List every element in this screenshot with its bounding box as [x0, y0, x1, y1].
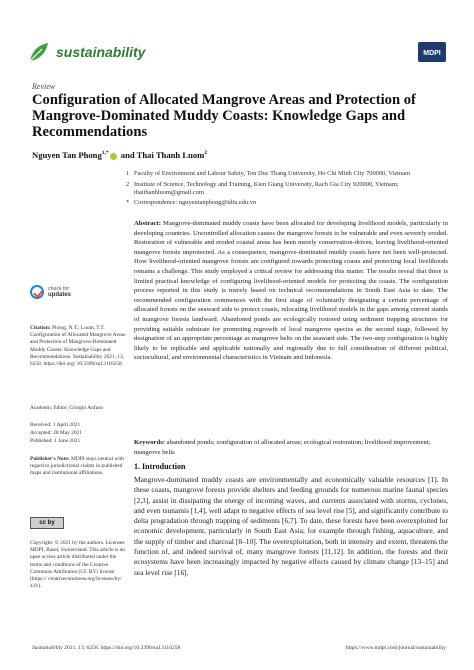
abstract-text: Mangrove-dominated muddy coasts have been allocated for developing livelihood models, particularly in developing countries. Uncontrolled allocation causes the mangrove forests to be vulnerable and even severely eroded. Restoration of vulnerable and eroded coastal areas has been merely conservation-driven, leaving livelihood-oriented mangrove forests unprotected. As a consequence, mangrove-dominated muddy coasts have not been well-protected. How livelihood-oriented mangrove forests are configured towards protecting coasts and protecting local livelihoods remains a challenge. This study employed a critical review for addressing this matter. The results reveal that there is limited practical knowledge of configuring livelihood-oriented models for protecting the coasts. The configuration process reported in this study is merely based on technical recommendations in South East Asia to date. The recommended configuration commences with the first stage of voluntarily designating a certain percentage of allocated forests on the seaward side to protect coasts, relocating livelihood models in the gaps among current stands of mangrove forests landward. Abandoned ponds are ecologically restored using sediment trapping structures for providing suitable substrate for promoting regrowth of local mangrove species as the second stage, followed by designation of an appropriate percentage as mangrove belts on the seaward side. The two-step configuration is highly likely to be replicable and applicable nationally and regionally due to full consideration of different political, sociocultural, and environmental characteristics in Vietnam and Indonesia. — [134, 220, 448, 362]
author-list — [32, 150, 442, 160]
citation-label: Citation: — [30, 325, 51, 331]
check-for-updates-badge[interactable] — [30, 281, 100, 303]
affiliation — [126, 170, 454, 178]
affiliation — [126, 181, 454, 197]
orcid-icon[interactable] — [110, 153, 117, 160]
copyright-block — [30, 540, 126, 590]
citation-text[interactable]: Phong, N.T.; Luom, T.T. Configuration of Allocated Mangrove Areas and Protection of Mangrove-Dominated Muddy Coasts: Knowledge Gaps and Recommendations. Sustainability 2021, 13, 6258. https://doi.org/ 10.3390/su13116258 — [30, 325, 126, 368]
keywords — [134, 438, 448, 457]
publisher-note-text: MDPI stays neutral with regard to jurisdictional claims in published maps and institutional affiliations. — [30, 456, 124, 477]
article-title: Configuration of Allocated Mangrove Areas and Protection of Mangrove-Dominated Muddy Coasts: Knowledge Gaps and Recommendations — [32, 92, 416, 140]
author-affiliation-mark: 2 — [204, 150, 208, 157]
footer-url[interactable]: https://www.mdpi.com/journal/sustainability — [345, 645, 446, 651]
author-name[interactable]: Nguyen Tan Phong — [32, 150, 102, 160]
publisher-note — [30, 456, 126, 478]
correspondence-text[interactable]: Correspondence: nguyentanphong@tdtu.edu.vn — [134, 199, 257, 206]
journal-logo — [28, 40, 208, 64]
author-name[interactable]: and Thai Thanh Luom — [120, 150, 205, 160]
affiliation-number: 2 — [126, 181, 130, 188]
leaf-logo-icon — [28, 41, 50, 63]
received-date: Received: 1 April 2021 — [30, 422, 81, 428]
footer-journal: Sustainability — [32, 645, 63, 651]
publisher-note-label: Publisher's Note: — [30, 456, 70, 462]
affiliation — [126, 199, 454, 207]
article-type: Review — [32, 82, 56, 91]
citation-block — [30, 325, 126, 368]
journal-name: sustainability — [56, 44, 146, 60]
abstract — [134, 219, 448, 363]
check-updates-icon — [30, 285, 44, 299]
keywords-label: Keywords: — [134, 439, 165, 446]
author-affiliation-mark: 1,* — [101, 150, 109, 157]
section-heading: 1. Introduction — [134, 462, 186, 471]
check-updates-line2: updates — [48, 292, 72, 298]
page-footer — [32, 645, 446, 651]
mdpi-logo-icon — [418, 42, 446, 62]
keywords-text: abandoned ponds; configuration of allocated areas; ecological restoration; livelihood improvement; mangrove belts — [134, 439, 431, 456]
affiliation-number: 1 — [126, 170, 130, 177]
check-updates-line1: check for — [48, 286, 70, 292]
copyright-text: Copyright: © 2021 by the authors. Licensee MDPI, Basel, Switzerland. This article is an open access article distributed under the terms and conditions of the Creative Commons Attribution (CC BY) license (https:// creativecommons.org/licenses/by/ 4.0/). — [30, 540, 125, 590]
affiliation-number: * — [126, 199, 130, 206]
cc-by-license-icon[interactable]: cc by — [30, 517, 64, 529]
accepted-date: Accepted: 28 May 2021 — [30, 430, 82, 436]
published-date: Published: 1 June 2021 — [30, 438, 81, 444]
footer-citation[interactable]: 2021, 13, 6258. https://doi.org/10.3390/su13116258 — [64, 645, 181, 651]
affiliation-text: Faculty of Environment and Labour Safety, Ton Duc Thang University, Ho Chi Minh City 700000, Vietnam — [134, 170, 410, 177]
academic-editor: Academic Editor: Giorgio Anfuso — [30, 405, 104, 411]
affiliation-text: Institute of Science, Technology and Training, Kien Giang University, Rach Gia City 920000, Vietnam; thaithanhluom@gmail.com — [134, 181, 399, 196]
svg-text:MDPI: MDPI — [423, 50, 441, 57]
abstract-label: Abstract: — [134, 220, 161, 227]
intro-paragraph: Mangrove-dominated muddy coasts are environmentally and economically valuable resources [1]. In these coasts, mangrove forests provide shelters and feeding grounds for numerous marine faunal species [2,3], assist in dissipating the energy of incoming waves, and currents associated with storms, cyclones, and even tsunamis [1,4], well adapt to negative effects of sea level rise [5], and significantly contribute to delta progradation through trapping of sediments [6,7]. To date, these forests have been overexploited for economic development, particularly in South East Asia; for example through fishing, aquaculture, and the supply of timber and charcoal [8–10]. The overexploitation, both in intensity and extent, threatens the function of, and indeed survival of, many mangrove forests [11,12]. In addition, the forests and their ecosystems have been increasingly impacted by negative effects caused by climate change [13–15] and sea level rise [16]. — [134, 475, 448, 577]
